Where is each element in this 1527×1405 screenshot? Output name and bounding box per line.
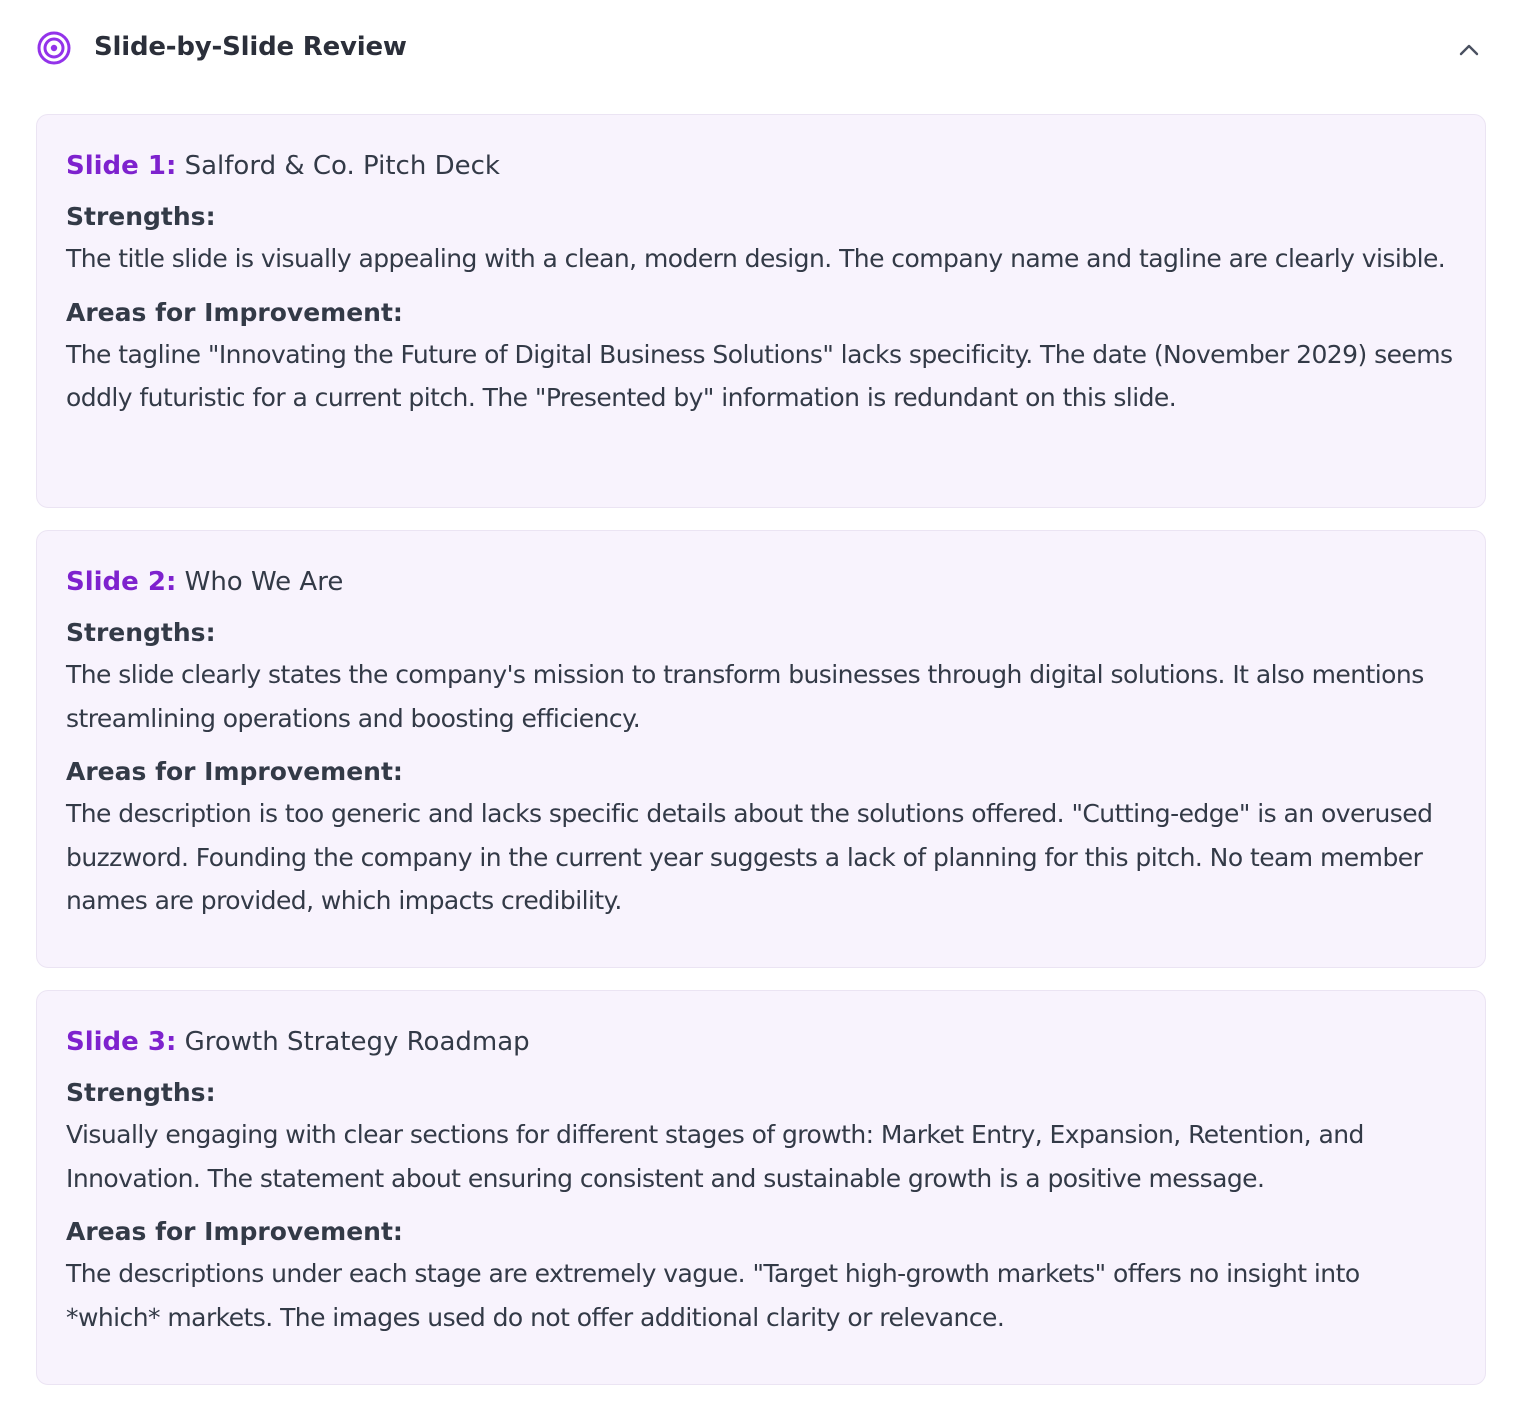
panel-header[interactable] (36, 28, 1488, 70)
strengths-heading: Strengths: (66, 1078, 216, 1107)
collapse-button[interactable] (1452, 32, 1486, 66)
slide-title-line (66, 145, 1456, 187)
target-icon (36, 30, 72, 66)
improvement-text: The descriptions under each stage are extremely vague. "Target high-growth markets" offers no insight into *which* markets. The images used do not offer additional clarity or relevance. (66, 1259, 1360, 1332)
slide-number-label: Slide 3: (66, 1027, 177, 1057)
slide-number-label: Slide 1: (66, 151, 177, 181)
improvement-heading: Areas for Improvement: (66, 1217, 403, 1246)
improvement-text: The tagline "Innovating the Future of Digital Business Solutions" lacks specificity. The date (November 2029) seems oddly futuristic for a current pitch. The "Presented by" information is redundant on this slide. (66, 339, 1453, 412)
improvement-heading: Areas for Improvement: (66, 757, 403, 786)
strengths-heading: Strengths: (66, 618, 216, 647)
slide-card-2 (36, 530, 1486, 968)
slide-card-3 (36, 990, 1486, 1385)
slide-number-label: Slide 2: (66, 567, 177, 597)
slide-title: Salford & Co. Pitch Deck (184, 151, 500, 181)
strengths-text: The title slide is visually appealing with a clean, modern design. The company name and tagline are clearly visible. (66, 244, 1446, 273)
slide-title-line (66, 1021, 1456, 1063)
improvement-text: The description is too generic and lacks specific details about the solutions offered. "Cutting-edge" is an overused buzzword. Founding the company in the current year suggests a lack of planning for this pitch. No team member names are provided, which impacts credibility. (66, 799, 1433, 915)
strengths-heading: Strengths: (66, 202, 216, 231)
slide-title: Growth Strategy Roadmap (184, 1027, 530, 1057)
strengths-text: The slide clearly states the company's mission to transform businesses through digital solutions. It also mentions streamlining operations and boosting efficiency. (66, 660, 1424, 733)
chevron-up-icon (1452, 32, 1486, 66)
improvement-heading: Areas for Improvement: (66, 297, 403, 327)
strengths-text: Visually engaging with clear sections for different stages of growth: Market Entry, Expansion, Retention, and Innovation. The statement about ensuring consistent and sustainable growth is a positive message. (66, 1120, 1364, 1193)
slide-title: Who We Are (184, 567, 344, 597)
slide-title-line (66, 561, 1456, 603)
panel-title: Slide-by-Slide Review (94, 32, 407, 62)
slide-card-1 (36, 114, 1486, 508)
